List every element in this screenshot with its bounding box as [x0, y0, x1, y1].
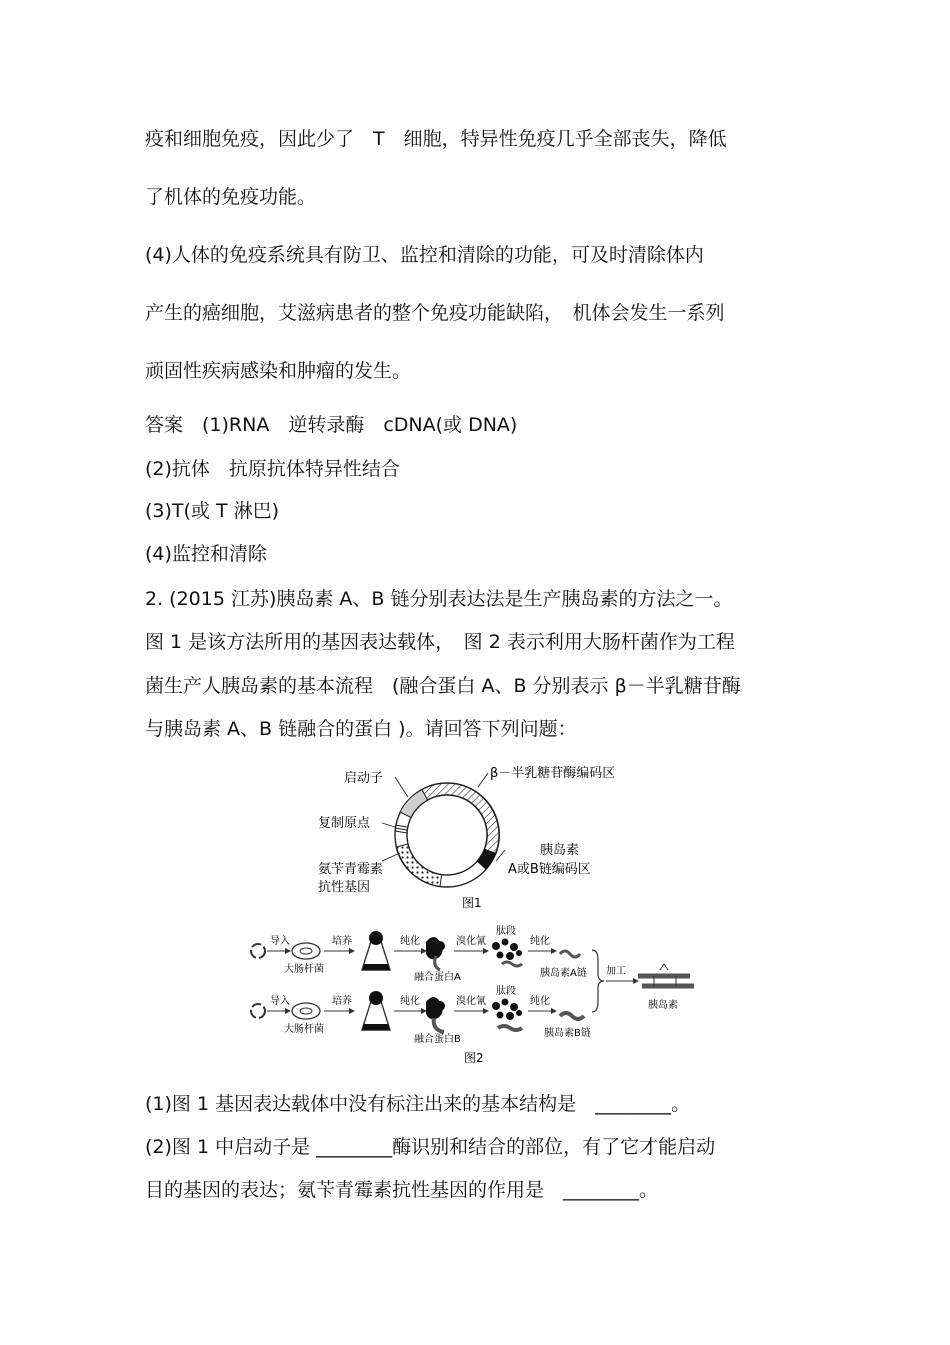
insulin-molecule	[638, 964, 694, 986]
label-purify2-b: 纯化	[530, 996, 550, 1007]
figure1-plasmid-diagram	[300, 755, 660, 915]
question-intro-2: 图 1 是该方法所用的基因表达载体， 图 2 表示利用大肠杆菌作为工程	[145, 631, 735, 653]
text-line-4: 产生的癌细胞，艾滋病患者的整个免疫功能缺陷， 机体会发生一系列	[145, 302, 725, 324]
row-a	[251, 924, 587, 983]
figure2-caption: 图2	[464, 1051, 484, 1065]
answer-line-1: 答案 (1)RNA 逆转录酶 cDNA(或 DNA)	[145, 414, 518, 436]
label-insulin-final: 胰岛素	[648, 1000, 678, 1011]
label-peptide-b: 肽段	[496, 986, 516, 997]
figure2-workflow-diagram	[240, 920, 710, 1070]
row-b	[251, 984, 591, 1045]
label-origin: 复制原点	[318, 816, 371, 831]
label-purify2-a: 纯化	[530, 936, 550, 947]
label-peptide-a: 肽段	[496, 926, 516, 937]
label-insulin-2: A或B链编码区	[508, 862, 591, 877]
question-intro-4: 与胰岛素 A、B 链融合的蛋白 )。请回答下列问题：	[145, 718, 577, 740]
label-import-b: 导入	[270, 996, 290, 1007]
text-line-3: (4)人体的免疫系统具有防卫、监控和清除的功能，可及时清除体内	[145, 244, 704, 266]
answer-line-4: (4)监控和清除	[145, 543, 267, 565]
answer-line-2: (2)抗体 抗原抗体特异性结合	[145, 458, 400, 480]
amp-resistance-segment	[396, 844, 442, 887]
answer-line-3: (3)T(或 T 淋巴)	[145, 500, 280, 522]
question-1: (1)图 1 基因表达载体中没有标注出来的基本结构是 ________。	[145, 1093, 691, 1115]
label-culture-a: 培养	[332, 936, 352, 947]
label-insulin-1: 胰岛素	[540, 843, 580, 858]
question-2-line-2: 目的基因的表达；氨苄青霉素抗性基因的作用是 ________。	[145, 1179, 659, 1201]
label-process: 加工	[606, 966, 626, 977]
text-line-2: 了机体的免疫功能。	[145, 186, 317, 208]
label-fusion-b: 融合蛋白B	[414, 1034, 461, 1045]
label-ecoli-b: 大肠杆菌	[284, 1024, 324, 1035]
promoter-segment	[400, 790, 428, 818]
question-intro-3: 菌生产人胰岛素的基本流程 (融合蛋白 A、B 分别表示 β－半乳糖苷酶	[145, 675, 741, 697]
label-import-a: 导入	[270, 936, 290, 947]
question-intro-1: 2. (2015 江苏)胰岛素 A、B 链分别表达法是生产胰岛素的方法之一。	[145, 588, 733, 610]
label-promoter: 启动子	[344, 771, 384, 786]
label-cnbr-b: 溴化氰	[456, 996, 486, 1007]
label-ecoli-a: 大肠杆菌	[284, 964, 324, 975]
text-line-1: 疫和细胞免疫，因此少了 T 细胞，特异性免疫几乎全部丧失，降低	[145, 128, 727, 150]
text-line-5: 顽固性疾病感染和肿瘤的发生。	[145, 360, 412, 382]
label-fusion-a: 融合蛋白A	[414, 972, 461, 983]
label-culture-b: 培养	[332, 996, 352, 1007]
label-purify1-a: 纯化	[400, 936, 420, 947]
label-cnbr-a: 溴化氰	[456, 936, 486, 947]
label-beta-gal-region: β－半乳糖苷酶编码区	[490, 766, 616, 781]
question-2-line-1: (2)图 1 中启动子是 ________酶识别和结合的部位，有了它才能启动	[145, 1136, 716, 1158]
label-amp-1: 氨苄青霉素	[318, 862, 384, 877]
label-chain-a: 胰岛素A链	[540, 968, 587, 979]
label-amp-2: 抗性基因	[318, 880, 371, 895]
figure1-caption: 图1	[462, 896, 482, 910]
insulin-segment	[477, 849, 496, 869]
label-chain-b: 胰岛素B链	[544, 1028, 591, 1039]
merge-brace	[592, 950, 604, 1012]
label-purify1-b: 纯化	[400, 996, 420, 1007]
